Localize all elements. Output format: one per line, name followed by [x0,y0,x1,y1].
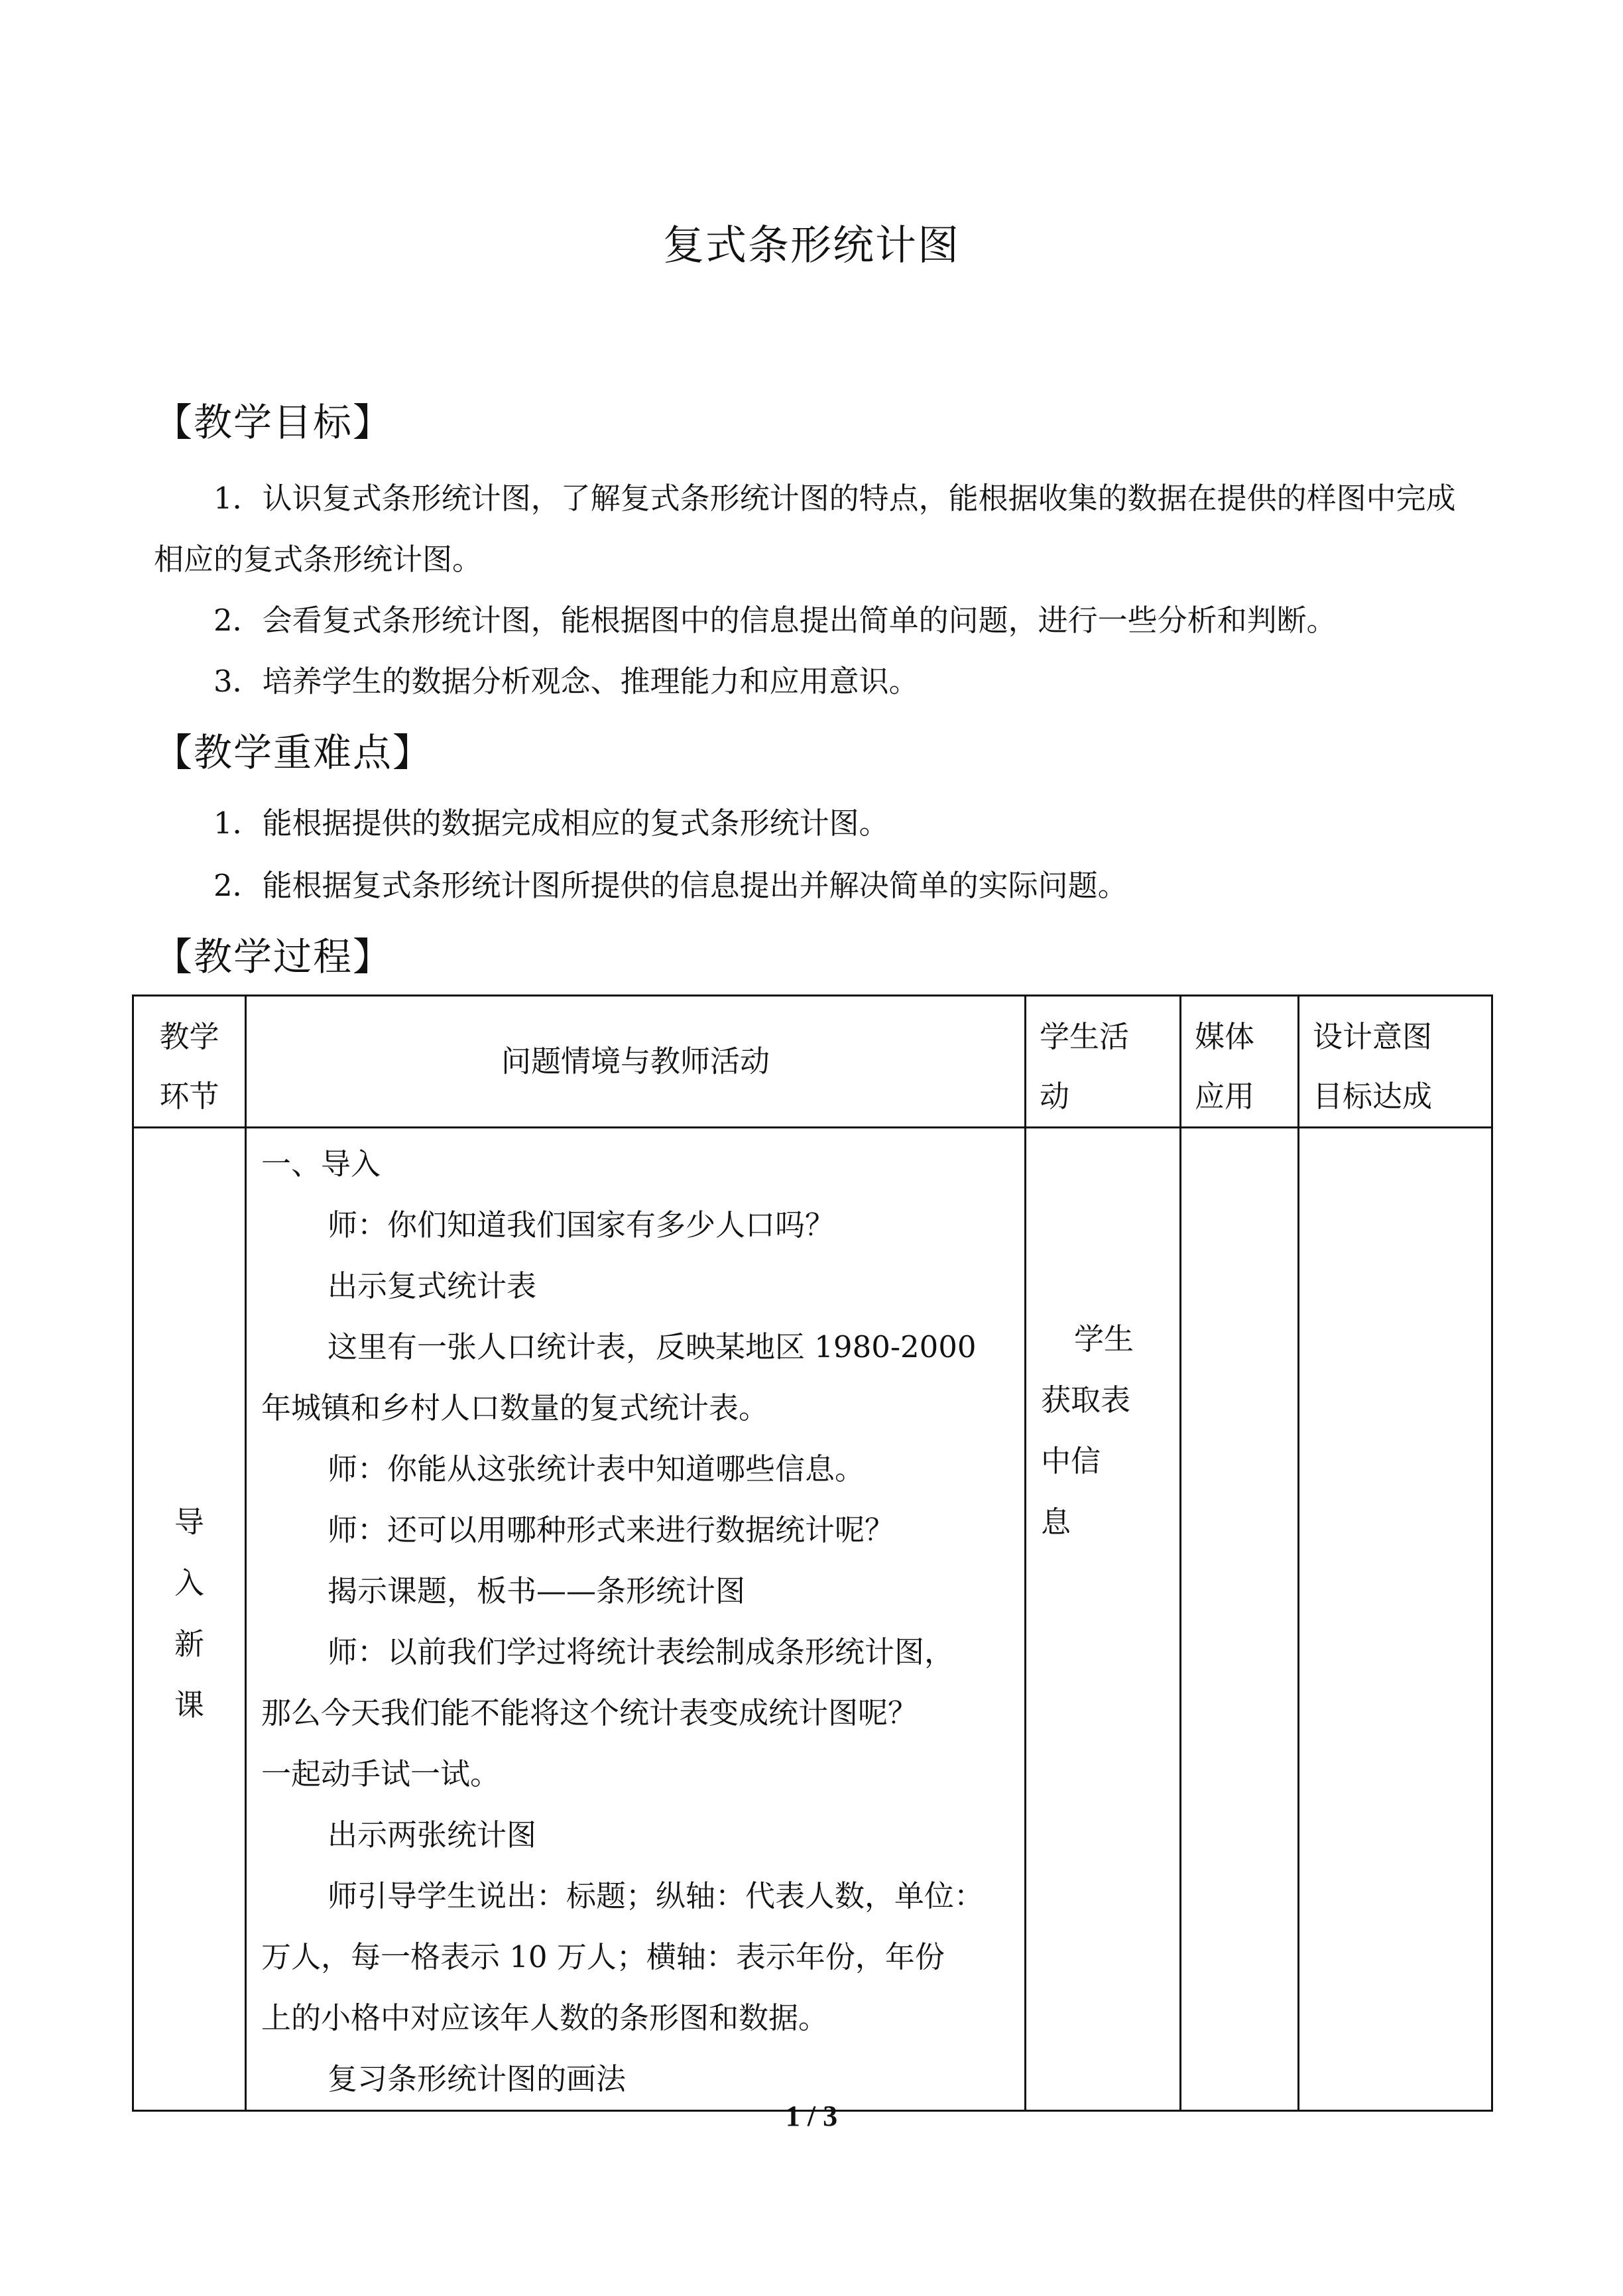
stage-cell [133,1128,246,2111]
stage-char: 入 [174,1565,204,1601]
stage-char: 课 [174,1687,204,1722]
student-line: 息 [1041,1504,1071,1540]
student-activity-cell [1026,1128,1181,2111]
objective-item-3: 3．培养学生的数据分析观念、推理能力和应用意识。 [213,664,919,699]
header-student [1026,996,1181,1128]
content-line: 一、导入 [261,1146,381,1181]
table-row [133,1128,1492,2111]
process-heading: 【教学过程】 [154,934,393,979]
stage-char: 导 [174,1504,204,1540]
content-line: 出示两张统计图 [328,1817,537,1852]
header-design [1299,996,1492,1128]
header-activity: 问题情境与教师活动 [246,996,1026,1128]
teaching-process-table [132,995,1493,2112]
page-title: 复式条形统计图 [662,221,960,269]
student-line: 学生 [1074,1321,1134,1357]
header-stage [133,996,246,1128]
content-line: 师：以前我们学过将统计表绘制成条形统计图， [328,1634,955,1669]
key-point-item-1: 1．能根据提供的数据完成相应的复式条形统计图。 [213,806,889,841]
objectives-heading: 【教学目标】 [154,400,393,445]
content-line: 揭示课题，板书——条形统计图 [328,1573,746,1608]
objective-item-1: 1．认识复式条形统计图，了解复式条形统计图的特点，能根据收集的数据在提供的样图中完成相应的复式条形统计图。 [154,481,1456,577]
header-student-line1: 学生活 [1040,1019,1130,1054]
content-line: 一起动手试一试。 [261,1756,501,1791]
header-media-line1: 媒体 [1195,1019,1255,1054]
student-line: 中信 [1041,1443,1101,1479]
content-line: 师引导学生说出：标题；纵轴：代表人数，单位： [328,1878,985,1913]
content-line: 年城镇和乡村人口数量的复式统计表。 [261,1390,769,1425]
key-points-heading: 【教学重难点】 [154,730,433,775]
header-media [1181,996,1299,1128]
design-cell [1299,1128,1492,2111]
header-student-line2: 动 [1040,1079,1070,1114]
media-cell [1181,1128,1299,2111]
student-line: 获取表 [1041,1382,1131,1418]
header-design-line1: 设计意图 [1313,1019,1433,1054]
content-line: 出示复式统计表 [328,1268,537,1303]
content-line: 上的小格中对应该年人数的条形图和数据。 [261,2000,829,2035]
content-line: 万人，每一格表示 10 万人；横轴：表示年份，年份 [261,1939,945,1974]
header-design-line2: 目标达成 [1313,1079,1433,1114]
content-line: 师：还可以用哪种形式来进行数据统计呢？ [328,1512,895,1547]
page-number: 1 / 3 [785,2100,838,2132]
table-header-row [133,996,1492,1128]
stage-char: 新 [174,1626,204,1662]
content-line: 师：你能从这张统计表中知道哪些信息。 [328,1451,865,1486]
content-line: 这里有一张人口统计表，反映某地区 1980-2000 [328,1329,977,1364]
content-line: 那么今天我们能不能将这个统计表变成统计图呢？ [261,1695,918,1730]
header-stage-line2: 环节 [159,1079,219,1114]
content-line: 师：你们知道我们国家有多少人口吗？ [328,1207,835,1242]
header-media-line2: 应用 [1195,1079,1255,1114]
header-stage-line1: 教学 [159,1019,219,1054]
content-line: 复习条形统计图的画法 [328,2061,627,2096]
activity-cell [246,1128,1026,2111]
key-point-item-2: 2．能根据复式条形统计图所提供的信息提出并解决简单的实际问题。 [213,868,1128,903]
objective-item-2: 2．会看复式条形统计图，能根据图中的信息提出简单的问题，进行一些分析和判断。 [213,603,1337,638]
